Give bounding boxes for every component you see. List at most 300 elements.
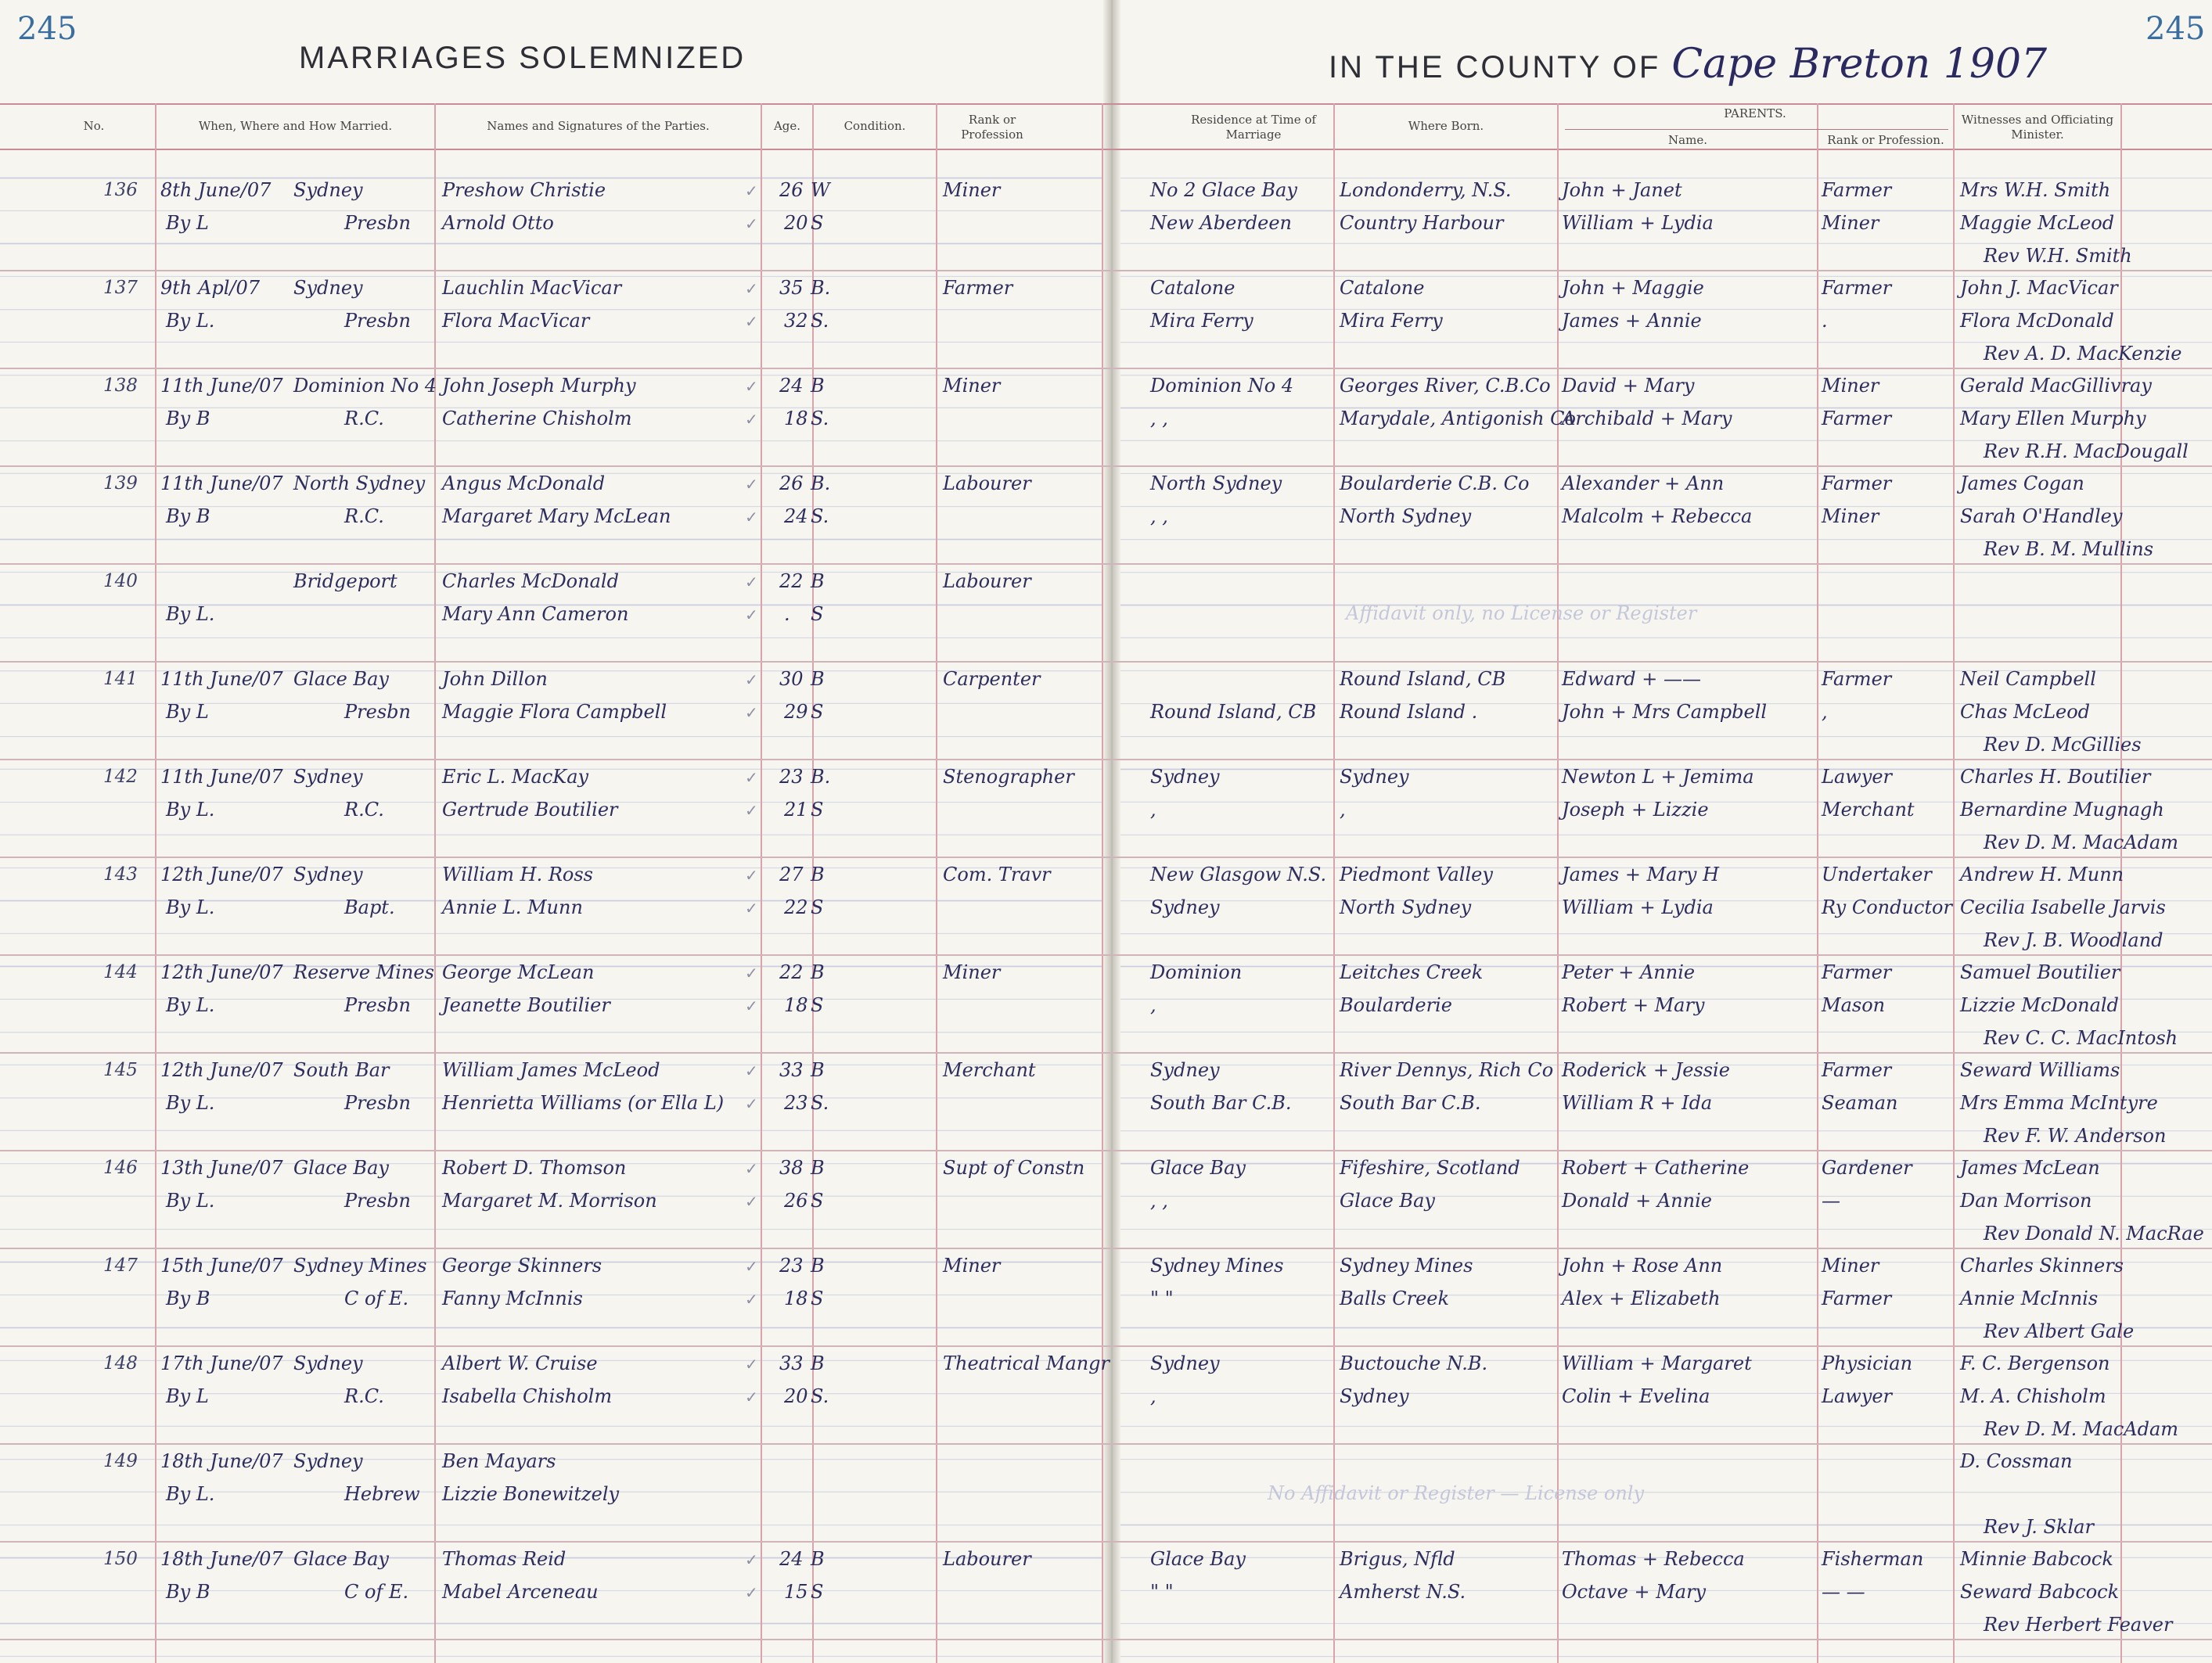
check-mark-icon: ✓ — [745, 1159, 758, 1178]
groom-parents: Robert + Catherine — [1562, 1157, 1750, 1179]
officiating-minister: Rev D. M. MacAdam — [1984, 1418, 2179, 1440]
column-rule — [1333, 103, 1335, 1663]
groom-age: 24 — [779, 1548, 804, 1570]
bride-residence: , , — [1150, 505, 1168, 527]
marriage-date: 12th June/07 — [160, 961, 283, 983]
groom-residence: Sydney — [1150, 1059, 1220, 1081]
bride-age: 24 — [784, 505, 808, 527]
groom-name: George Skinners — [442, 1255, 602, 1277]
check-mark-icon: ✓ — [745, 605, 758, 624]
groom-residence: Sydney — [1150, 1352, 1220, 1374]
marriage-place: Sydney — [293, 1352, 363, 1374]
groom-name: Preshow Christie — [442, 179, 606, 201]
groom-birthplace: Georges River, C.B.Co — [1340, 375, 1551, 397]
check-mark-icon: ✓ — [745, 1257, 758, 1276]
check-mark-icon: ✓ — [745, 997, 758, 1015]
bride-condition: S — [811, 1190, 824, 1212]
groom-condition: B — [811, 1352, 825, 1374]
marriage-date: 9th Apl/07 — [160, 277, 260, 299]
bride-age: 20 — [784, 212, 808, 234]
bride-name: Maggie Flora Campbell — [442, 701, 667, 723]
marriage-place: Bridgeport — [293, 570, 397, 592]
marriage-method: By L — [166, 212, 209, 234]
groom-parents-profession: Fisherman — [1822, 1548, 1924, 1570]
bride-condition: S. — [811, 1092, 829, 1114]
bride-residence: " " — [1150, 1288, 1174, 1309]
officiating-minister: Rev Albert Gale — [1984, 1320, 2135, 1342]
page-number-right: 245 — [2145, 11, 2206, 47]
witness-2: Maggie McLeod — [1960, 212, 2115, 234]
bride-age: 20 — [784, 1385, 808, 1407]
witness-1: D. Cossman — [1960, 1450, 2073, 1472]
marriage-place: South Bar — [293, 1059, 390, 1081]
witness-2: Flora McDonald — [1960, 310, 2114, 332]
groom-age: 35 — [779, 277, 804, 299]
entry-number: 143 — [103, 864, 138, 885]
marriage-place: North Sydney — [293, 472, 426, 494]
bride-condition: S — [811, 1288, 824, 1309]
entry-separator — [0, 1541, 2212, 1543]
groom-parents: Thomas + Rebecca — [1562, 1548, 1745, 1570]
denomination: Presbn — [344, 1092, 411, 1114]
bride-name: Margaret M. Morrison — [442, 1190, 657, 1212]
marriage-date: 11th June/07 — [160, 375, 283, 397]
entry-separator — [0, 1345, 2212, 1347]
check-mark-icon: ✓ — [745, 768, 758, 787]
groom-condition: W — [811, 179, 830, 201]
groom-age: 26 — [779, 472, 804, 494]
witness-2: Dan Morrison — [1960, 1190, 2092, 1212]
marriage-method: By B — [166, 505, 210, 527]
groom-residence: Sydney — [1150, 766, 1220, 788]
witness-1: John J. MacVicar — [1960, 277, 2118, 299]
witness-1: Seward Williams — [1960, 1059, 2120, 1081]
marriage-date: 15th June/07 — [160, 1255, 283, 1277]
marriage-place: Dominion No 4 — [293, 375, 437, 397]
groom-name: William H. Ross — [442, 864, 593, 885]
officiating-minister: Rev C. C. MacIntosh — [1984, 1027, 2178, 1049]
groom-parents-profession: Gardener — [1822, 1157, 1912, 1179]
entry-separator — [0, 368, 2212, 369]
groom-age: 23 — [779, 766, 804, 788]
bride-parents-profession: , — [1822, 701, 1828, 723]
officiating-minister: Rev A. D. MacKenzie — [1984, 343, 2182, 365]
bride-age: 32 — [784, 310, 808, 332]
witness-1: Charles H. Boutilier — [1960, 766, 2151, 788]
groom-parents-profession: Farmer — [1822, 668, 1892, 690]
bride-residence: Sydney — [1150, 896, 1220, 918]
bride-residence: New Aberdeen — [1150, 212, 1292, 234]
marriage-method: By B — [166, 1288, 210, 1309]
marriage-place: Glace Bay — [293, 668, 389, 690]
groom-name: Albert W. Cruise — [442, 1352, 598, 1374]
groom-condition: B — [811, 1255, 825, 1277]
entry-number: 144 — [103, 962, 138, 982]
groom-parents-profession: Physician — [1822, 1352, 1913, 1374]
groom-name: John Dillon — [442, 668, 548, 690]
check-mark-icon: ✓ — [745, 670, 758, 689]
check-mark-icon: ✓ — [745, 508, 758, 526]
marriage-method: By L — [166, 1385, 209, 1407]
groom-name: Ben Mayars — [442, 1450, 556, 1472]
entry-number: 148 — [103, 1353, 138, 1374]
bride-name: Mabel Arceneau — [442, 1581, 599, 1603]
check-mark-icon: ✓ — [745, 1290, 758, 1309]
groom-age: 26 — [779, 179, 804, 201]
entry-separator — [0, 1052, 2212, 1054]
check-mark-icon: ✓ — [745, 1094, 758, 1113]
check-mark-icon: ✓ — [745, 377, 758, 396]
groom-age: 33 — [779, 1352, 804, 1374]
marriage-method: By L. — [166, 1483, 215, 1505]
groom-birthplace: Piedmont Valley — [1340, 864, 1493, 885]
entry-number: 147 — [103, 1255, 138, 1276]
check-mark-icon: ✓ — [745, 410, 758, 429]
faint-note: Affidavit only, no License or Register — [1346, 602, 1697, 624]
column-rule — [434, 103, 436, 1663]
parents-rule — [1565, 129, 1948, 130]
groom-residence: Glace Bay — [1150, 1548, 1246, 1570]
groom-profession: Labourer — [943, 570, 1031, 592]
witness-1: James McLean — [1960, 1157, 2100, 1179]
bride-condition: S — [811, 994, 824, 1016]
entry-separator — [0, 857, 2212, 858]
marriage-date: 13th June/07 — [160, 1157, 283, 1179]
bride-parents-profession: . — [1822, 310, 1828, 332]
bride-name: Flora MacVicar — [442, 310, 590, 332]
denomination: Presbn — [344, 1190, 411, 1212]
groom-profession: Miner — [943, 179, 1001, 201]
check-mark-icon: ✓ — [745, 181, 758, 200]
groom-birthplace: Catalone — [1340, 277, 1425, 299]
column-rule — [1557, 103, 1559, 1663]
marriage-place: Reserve Mines — [293, 961, 434, 983]
entry-separator — [0, 1248, 2212, 1249]
denomination: Presbn — [344, 701, 411, 723]
bride-parents-profession: Merchant — [1822, 799, 1915, 821]
groom-profession: Merchant — [943, 1059, 1036, 1081]
marriage-place: Sydney — [293, 864, 363, 885]
bride-age: 18 — [784, 994, 808, 1016]
officiating-minister: Rev J. Sklar — [1984, 1516, 2094, 1538]
marriage-method: By L. — [166, 994, 215, 1016]
groom-age: 30 — [779, 668, 804, 690]
col-header-rank: Rank or Profession — [961, 113, 1023, 142]
witness-2: Bernardine Mugnagh — [1960, 799, 2164, 821]
groom-condition: B. — [811, 766, 831, 788]
groom-birthplace: River Dennys, Rich Co — [1340, 1059, 1554, 1081]
marriage-method: By B — [166, 408, 210, 429]
bride-parents: Robert + Mary — [1562, 994, 1705, 1016]
marriage-place: Sydney — [293, 179, 363, 201]
heading-right — [1329, 41, 2047, 88]
groom-parents-profession: Farmer — [1822, 277, 1892, 299]
groom-birthplace: Boularderie C.B. Co — [1340, 472, 1530, 494]
bride-birthplace: Round Island . — [1340, 701, 1478, 723]
bride-parents: Colin + Evelina — [1562, 1385, 1710, 1407]
bride-residence: Round Island, CB — [1150, 701, 1317, 723]
groom-parents-profession: Miner — [1822, 1255, 1879, 1277]
bride-parents-profession: Ry Conductor — [1822, 896, 1952, 918]
groom-age: 23 — [779, 1255, 804, 1277]
bride-condition: S — [811, 212, 824, 234]
bride-birthplace: Country Harbour — [1340, 212, 1504, 234]
witness-2: Mrs Emma McIntyre — [1960, 1092, 2158, 1114]
groom-parents: John + Maggie — [1562, 277, 1704, 299]
bride-age: . — [784, 603, 790, 625]
bride-name: Mary Ann Cameron — [442, 603, 629, 625]
marriage-date: 11th June/07 — [160, 472, 283, 494]
groom-parents: James + Mary H — [1562, 864, 1720, 885]
bride-birthplace: Boularderie — [1340, 994, 1452, 1016]
check-mark-icon: ✓ — [745, 214, 758, 233]
witness-2: Cecilia Isabelle Jarvis — [1960, 896, 2166, 918]
groom-parents-profession: Farmer — [1822, 179, 1892, 201]
groom-profession: Carpenter — [943, 668, 1041, 690]
bride-parents: Alex + Elizabeth — [1562, 1288, 1721, 1309]
officiating-minister: Rev Herbert Feaver — [1984, 1614, 2173, 1636]
groom-birthplace: Leitches Creek — [1340, 961, 1484, 983]
top-rule — [0, 103, 2212, 105]
groom-profession: Stenographer — [943, 766, 1074, 788]
col-header-parents-rank: Rank or Profession. — [1827, 133, 1944, 147]
marriage-place: Sydney — [293, 1450, 363, 1472]
marriage-date: 17th June/07 — [160, 1352, 283, 1374]
marriage-date: 12th June/07 — [160, 864, 283, 885]
groom-profession: Miner — [943, 1255, 1001, 1277]
groom-birthplace: Londonderry, N.S. — [1340, 179, 1512, 201]
groom-residence: No 2 Glace Bay — [1150, 179, 1297, 201]
bride-name: Henrietta Williams (or Ella L) — [442, 1092, 725, 1114]
bride-parents-profession: Seaman — [1822, 1092, 1898, 1114]
bride-parents: Donald + Annie — [1562, 1190, 1712, 1212]
bride-parents-profession: Lawyer — [1822, 1385, 1893, 1407]
marriage-method: By L. — [166, 1190, 215, 1212]
bride-parents: Malcolm + Rebecca — [1562, 505, 1753, 527]
denomination: R.C. — [344, 505, 384, 527]
bride-parents: William + Lydia — [1562, 212, 1714, 234]
witness-1: Samuel Boutilier — [1960, 961, 2120, 983]
bride-parents-profession: Mason — [1822, 994, 1886, 1016]
witness-1: Neil Campbell — [1960, 668, 2096, 690]
groom-parents: Peter + Annie — [1562, 961, 1696, 983]
groom-residence: New Glasgow N.S. — [1150, 864, 1327, 885]
groom-birthplace: Sydney — [1340, 766, 1409, 788]
officiating-minister: Rev J. B. Woodland — [1984, 929, 2163, 951]
groom-name: Eric L. MacKay — [442, 766, 589, 788]
bride-name: Isabella Chisholm — [442, 1385, 613, 1407]
denomination: Presbn — [344, 212, 411, 234]
check-mark-icon: ✓ — [745, 1388, 758, 1406]
bride-residence: Mira Ferry — [1150, 310, 1253, 332]
marriage-date: 12th June/07 — [160, 1059, 283, 1081]
denomination: C of E. — [344, 1581, 409, 1603]
groom-residence: Dominion — [1150, 961, 1243, 983]
groom-profession: Theatrical Mangr — [943, 1352, 1110, 1374]
groom-age: 22 — [779, 570, 804, 592]
bride-name: Margaret Mary McLean — [442, 505, 671, 527]
bride-condition: S — [811, 799, 824, 821]
groom-parents: William + Margaret — [1562, 1352, 1752, 1374]
groom-parents: Roderick + Jessie — [1562, 1059, 1730, 1081]
witness-2: Mary Ellen Murphy — [1960, 408, 2146, 429]
bride-parents: William + Lydia — [1562, 896, 1714, 918]
bride-parents: Octave + Mary — [1562, 1581, 1707, 1603]
marriage-method: By L. — [166, 310, 215, 332]
denomination: Bapt. — [344, 896, 395, 918]
entry-separator — [0, 270, 2212, 271]
groom-condition: B — [811, 668, 825, 690]
bride-condition: S — [811, 896, 824, 918]
column-rule — [761, 103, 762, 1663]
groom-residence: Catalone — [1150, 277, 1235, 299]
bride-birthplace: Mira Ferry — [1340, 310, 1443, 332]
groom-age: 22 — [779, 961, 804, 983]
bride-parents: William R + Ida — [1562, 1092, 1713, 1114]
county-name: Cape Breton 1907 — [1671, 41, 2048, 88]
groom-birthplace: Buctouche N.B. — [1340, 1352, 1488, 1374]
bride-age: 18 — [784, 408, 808, 429]
bride-name: Annie L. Munn — [442, 896, 583, 918]
bride-age: 15 — [784, 1581, 808, 1603]
groom-parents-profession: Undertaker — [1822, 864, 1932, 885]
bride-residence: , — [1150, 799, 1156, 821]
groom-condition: B — [811, 1548, 825, 1570]
heading-right-text: IN THE COUNTY OF — [1329, 50, 1661, 84]
groom-parents: Newton L + Jemima — [1562, 766, 1754, 788]
bride-parents-profession: Miner — [1822, 212, 1879, 234]
marriage-date: 11th June/07 — [160, 668, 283, 690]
column-rule — [155, 103, 156, 1663]
bride-birthplace: Marydale, Antigonish Co — [1340, 408, 1576, 429]
check-mark-icon: ✓ — [745, 1192, 758, 1211]
marriage-place: Glace Bay — [293, 1157, 389, 1179]
column-rule — [1102, 103, 1103, 1663]
col-header-when: When, Where and How Married. — [198, 119, 393, 133]
bride-parents-profession: Farmer — [1822, 1288, 1892, 1309]
column-rule — [1953, 103, 1955, 1663]
groom-birthplace: Fifeshire, Scotland — [1340, 1157, 1520, 1179]
groom-profession: Labourer — [943, 1548, 1031, 1570]
groom-condition: B. — [811, 472, 831, 494]
bride-name: Jeanette Boutilier — [442, 994, 610, 1016]
entry-number: 149 — [103, 1451, 138, 1471]
groom-age: 24 — [779, 375, 804, 397]
groom-birthplace: Sydney Mines — [1340, 1255, 1473, 1277]
groom-condition: B — [811, 1059, 825, 1081]
groom-parents: David + Mary — [1562, 375, 1695, 397]
check-mark-icon: ✓ — [745, 1355, 758, 1374]
check-mark-icon: ✓ — [745, 703, 758, 722]
denomination: Hebrew — [344, 1483, 420, 1505]
groom-condition: B — [811, 570, 825, 592]
groom-residence: Dominion No 4 — [1150, 375, 1294, 397]
witness-2: Annie McInnis — [1960, 1288, 2099, 1309]
entry-number: 141 — [103, 669, 138, 689]
officiating-minister: Rev D. M. MacAdam — [1984, 832, 2179, 853]
witness-1: Andrew H. Munn — [1960, 864, 2124, 885]
groom-parents: John + Rose Ann — [1562, 1255, 1723, 1277]
groom-profession: Labourer — [943, 472, 1031, 494]
bride-age: 18 — [784, 1288, 808, 1309]
marriage-method: By L. — [166, 799, 215, 821]
check-mark-icon: ✓ — [745, 312, 758, 331]
entry-separator — [0, 465, 2212, 467]
bride-age: 26 — [784, 1190, 808, 1212]
bride-birthplace: Balls Creek — [1340, 1288, 1450, 1309]
col-header-parents-name: Name. — [1668, 133, 1707, 147]
groom-age: 27 — [779, 864, 804, 885]
bride-condition: S. — [811, 310, 829, 332]
bride-condition: S — [811, 1581, 824, 1603]
groom-birthplace: Round Island, CB — [1340, 668, 1506, 690]
header-rule — [0, 149, 2212, 150]
col-header-parents: PARENTS. — [1724, 106, 1786, 120]
bride-residence: , — [1150, 994, 1156, 1016]
witness-1: James Cogan — [1960, 472, 2084, 494]
col-header-born: Where Born. — [1408, 119, 1484, 133]
entry-number: 137 — [103, 278, 138, 298]
entry-separator — [0, 1639, 2212, 1640]
book-gutter — [1103, 0, 1120, 1663]
bride-birthplace: North Sydney — [1340, 505, 1472, 527]
groom-residence: Sydney Mines — [1150, 1255, 1284, 1277]
groom-residence: Glace Bay — [1150, 1157, 1246, 1179]
bride-name: Gertrude Boutilier — [442, 799, 618, 821]
marriage-place: Glace Bay — [293, 1548, 389, 1570]
bride-age: 23 — [784, 1092, 808, 1114]
bride-residence: South Bar C.B. — [1150, 1092, 1292, 1114]
bride-condition: S. — [811, 408, 829, 429]
entry-number: 145 — [103, 1060, 138, 1080]
groom-profession: Miner — [943, 961, 1001, 983]
bride-parents-profession: — — — [1822, 1581, 1865, 1603]
bride-name: Arnold Otto — [442, 212, 554, 234]
entry-separator — [0, 661, 2212, 663]
marriage-method: By L. — [166, 896, 215, 918]
bride-birthplace: Glace Bay — [1340, 1190, 1435, 1212]
groom-name: Charles McDonald — [442, 570, 619, 592]
groom-name: John Joseph Murphy — [442, 375, 636, 397]
check-mark-icon: ✓ — [745, 1550, 758, 1569]
witness-2: Sarah O'Handley — [1960, 505, 2123, 527]
groom-condition: B — [811, 1157, 825, 1179]
groom-profession: Farmer — [943, 277, 1013, 299]
bride-parents: James + Annie — [1562, 310, 1702, 332]
col-header-names: Names and Signatures of the Parties. — [487, 119, 710, 133]
bride-birthplace: South Bar C.B. — [1340, 1092, 1481, 1114]
bride-parents: Joseph + Lizzie — [1562, 799, 1709, 821]
entry-separator — [0, 759, 2212, 760]
marriage-date: 18th June/07 — [160, 1548, 283, 1570]
marriage-date: 8th June/07 — [160, 179, 272, 201]
entry-number: 140 — [103, 571, 138, 591]
check-mark-icon: ✓ — [745, 899, 758, 918]
col-header-witnesses: Witnesses and Officiating Minister. — [1961, 113, 2114, 142]
marriage-method: By L. — [166, 603, 215, 625]
witness-1: Gerald MacGillivray — [1960, 375, 2152, 397]
groom-parents-profession: Farmer — [1822, 1059, 1892, 1081]
bride-parents-profession: — — [1822, 1190, 1840, 1212]
officiating-minister: Rev D. McGillies — [1984, 734, 2142, 756]
marriage-date: 18th June/07 — [160, 1450, 283, 1472]
witness-2: Seward Babcock — [1960, 1581, 2120, 1603]
col-header-no: No. — [83, 119, 105, 133]
groom-name: Thomas Reid — [442, 1548, 566, 1570]
check-mark-icon: ✓ — [745, 866, 758, 885]
denomination: R.C. — [344, 799, 384, 821]
groom-name: Robert D. Thomson — [442, 1157, 627, 1179]
